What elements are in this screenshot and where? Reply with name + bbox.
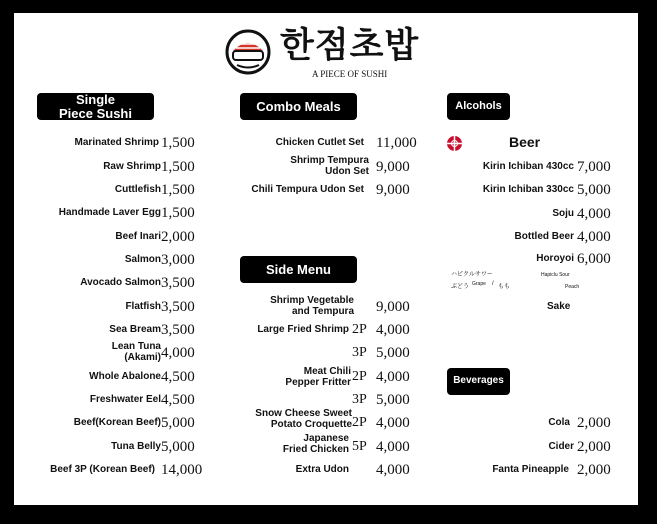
flavor-grape: Grape <box>472 281 486 287</box>
item-price: 5,000 <box>376 392 410 408</box>
sake-label: Sake <box>547 301 571 312</box>
item-name: Meat Chili Pepper Fritter <box>285 366 351 388</box>
item-price: 3,500 <box>161 322 195 338</box>
item-name: Lean Tuna (Akami) <box>111 341 161 363</box>
item-quantity: 2P <box>352 369 367 384</box>
item-price: 2,000 <box>577 439 611 455</box>
item-price: 4,000 <box>376 415 410 431</box>
item-price: 4,000 <box>376 462 410 478</box>
item-name: Shrimp Tempura Udon Set <box>290 155 369 177</box>
item-quantity: 2P <box>352 415 367 430</box>
item-name: Japanese Fried Chicken <box>282 433 349 455</box>
item-price: 2,000 <box>161 229 195 245</box>
item-price: 4,000 <box>376 369 410 385</box>
item-name: Marinated Shrimp <box>74 137 159 148</box>
item-price: 4,000 <box>577 206 611 222</box>
item-name: Whole Abalone <box>89 371 161 382</box>
item-name: Snow Cheese Sweet Potato Croquette <box>255 408 352 430</box>
item-price: 9,000 <box>376 159 410 175</box>
item-price: 1,500 <box>161 182 195 198</box>
item-price: 1,500 <box>161 159 195 175</box>
flavor-peach: Peach <box>565 284 580 290</box>
item-quantity: 5P <box>352 439 367 454</box>
beer-heading: Beer <box>509 134 541 150</box>
item-name: Tuna Belly <box>111 441 161 452</box>
item-name: Cider <box>548 441 574 452</box>
flavor-jp-hapiclu: ハピクルサワー <box>451 272 493 278</box>
item-name: Handmade Laver Egg <box>58 207 161 218</box>
item-price: 4,000 <box>577 229 611 245</box>
item-price: 3,000 <box>161 252 195 268</box>
item-price: 3,500 <box>161 299 195 315</box>
flavor-separator: / <box>492 281 494 287</box>
item-name: Beef 3P (Korean Beef) <box>50 464 155 475</box>
item-price: 9,000 <box>376 182 410 198</box>
sushi-logo-icon <box>225 29 271 75</box>
item-price: 14,000 <box>161 462 203 478</box>
page-title: 한점초밥 <box>280 26 420 66</box>
item-name: Freshwater Eel <box>89 394 161 405</box>
flavor-hapiclu-sour: Hapiclu Sour <box>541 272 570 278</box>
item-name: Shrimp Vegetable and Tempura <box>270 295 354 317</box>
section-header-single-piece-sushi: Single Piece Sushi <box>37 93 154 120</box>
section-header-combo-meals: Combo Meals <box>240 93 357 120</box>
section-header-alcohols: Alcohols <box>447 93 510 120</box>
item-price: 5,000 <box>577 182 611 198</box>
item-price: 7,000 <box>577 159 611 175</box>
item-name: Large Fried Shrimp <box>257 324 349 335</box>
item-name: Raw Shrimp <box>103 161 161 172</box>
item-price: 4,500 <box>161 369 195 385</box>
item-price: 11,000 <box>376 135 417 151</box>
page-subtitle: A PIECE OF SUSHI <box>312 69 388 79</box>
item-name: Fanta Pineapple <box>492 464 569 475</box>
item-name: Avocado Salmon <box>80 277 161 288</box>
item-price: 4,500 <box>161 392 195 408</box>
section-header-side-menu: Side Menu <box>240 256 357 283</box>
item-name: Horoyoi <box>536 253 574 264</box>
flavor-jp-peach: もも <box>498 284 511 290</box>
item-price: 5,000 <box>161 439 195 455</box>
item-name: Flatfish <box>125 301 161 312</box>
item-price: 5,000 <box>161 415 195 431</box>
item-name: Sea Bream <box>109 324 161 335</box>
item-name: Chili Tempura Udon Set <box>251 184 364 195</box>
item-name: Kirin Ichiban 430cc <box>482 161 574 172</box>
item-name: Chicken Cutlet Set <box>275 137 364 148</box>
item-name: Soju <box>552 208 574 219</box>
item-price: 4,000 <box>161 345 195 361</box>
item-price: 2,000 <box>577 462 611 478</box>
item-name: Kirin Ichiban 330cc <box>482 184 574 195</box>
asahi-beer-logo-icon <box>446 135 463 152</box>
flavor-jp-grape: ぶどう <box>451 284 470 290</box>
item-price: 1,500 <box>161 135 195 151</box>
item-name: Extra Udon <box>295 464 349 475</box>
item-price: 6,000 <box>577 251 611 267</box>
section-header-beverages: Beverages <box>447 368 510 395</box>
item-quantity: 3P <box>352 345 367 360</box>
item-name: Cuttlefish <box>114 184 161 195</box>
item-quantity: 2P <box>352 322 367 337</box>
item-name: Cola <box>548 417 570 428</box>
item-name: Beef(Korean Beef) <box>73 417 161 428</box>
item-name: Salmon <box>124 254 161 265</box>
item-name: Beef Inari <box>115 231 161 242</box>
item-price: 1,500 <box>161 205 195 221</box>
item-price: 5,000 <box>376 345 410 361</box>
item-price: 3,500 <box>161 275 195 291</box>
item-price: 4,000 <box>376 439 410 455</box>
item-name: Bottled Beer <box>514 231 574 242</box>
item-quantity: 3P <box>352 392 367 407</box>
item-price: 2,000 <box>577 415 611 431</box>
item-price: 9,000 <box>376 299 410 315</box>
item-price: 4,000 <box>376 322 410 338</box>
menu-board <box>14 13 638 505</box>
